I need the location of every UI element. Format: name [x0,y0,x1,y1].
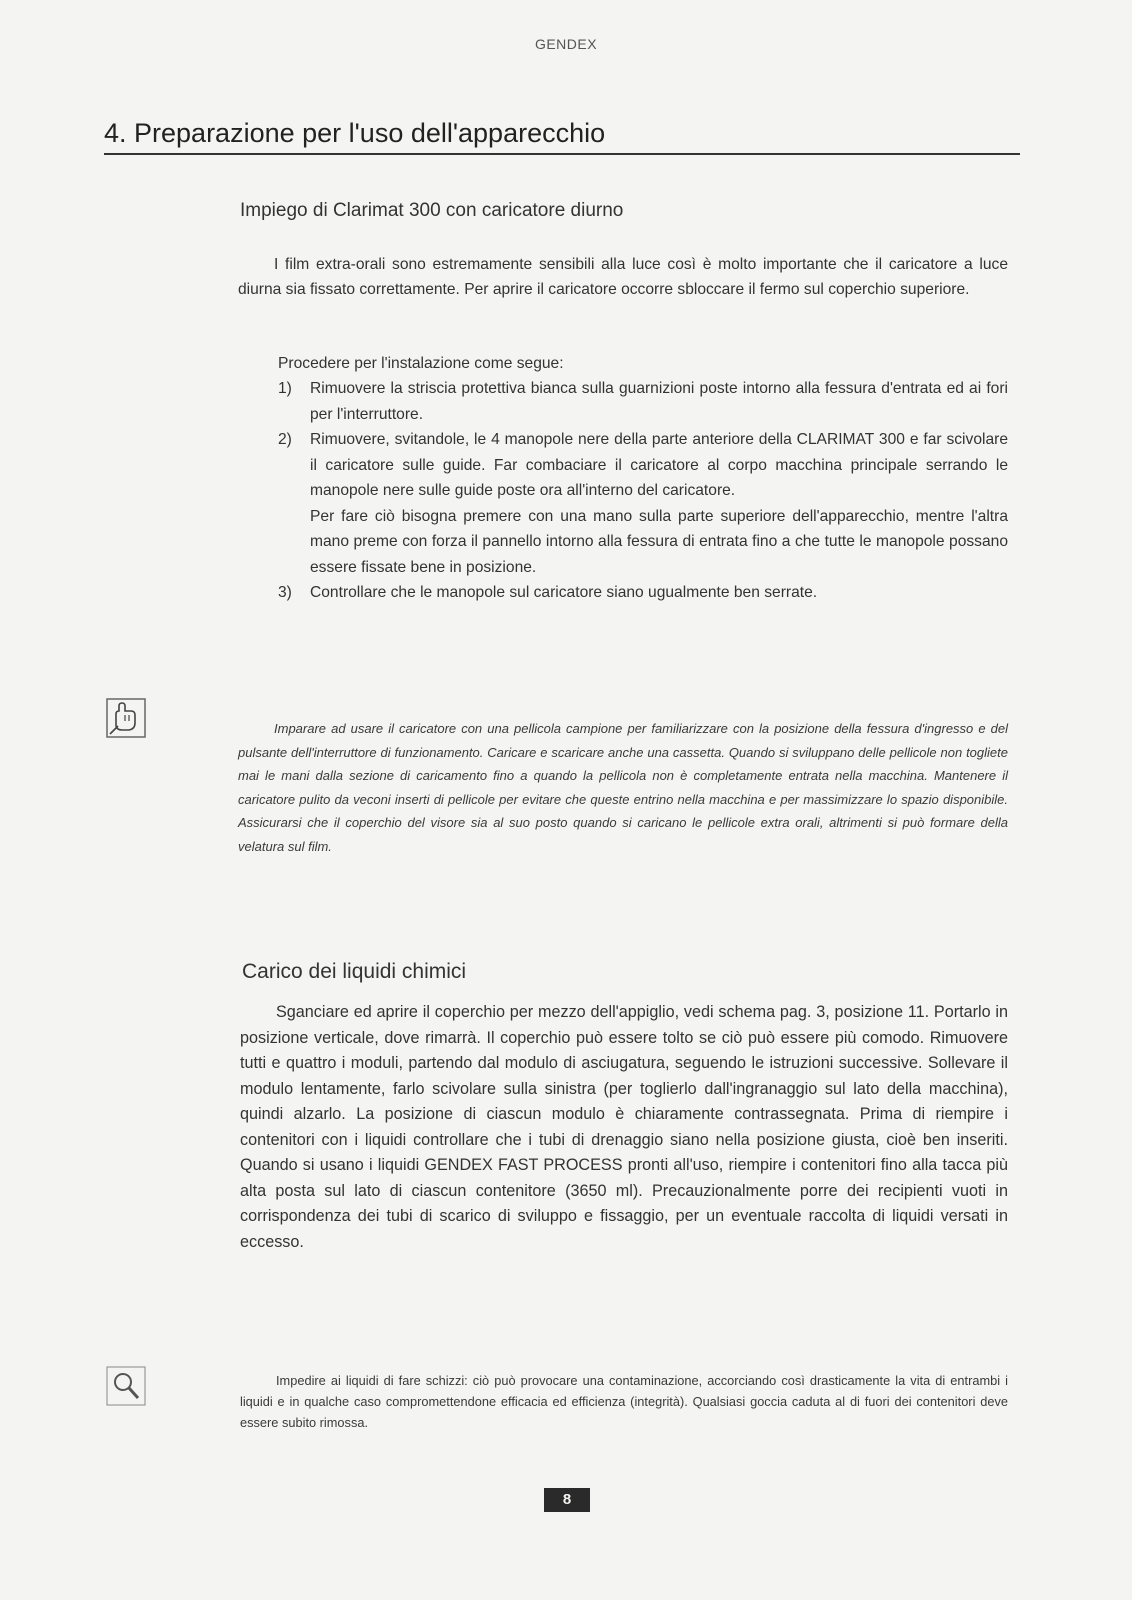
step-paragraph: Rimuovere la striscia protettiva bianca sulla guarnizioni poste intorno alla fessura d'entrata ed ai fori per l'interruttore. [310,380,1008,423]
page-number: 8 [544,1488,590,1512]
step-paragraph: Rimuovere, svitandole, le 4 manopole nere della parte anteriore della CLARIMAT 300 e far scivolare il caricatore sulle guide. Far combaciare il caricatore al corpo macchina principale serrando le manopole nere sulle guide poste ora all'interno del caricatore. [310,431,1008,499]
intro-paragraph: I film extra-orali sono estremamente sensibili alla luce così è molto importante che il caricatore a luce diurna sia fissato correttamente. Per aprire il caricatore occorre sbloccare il fermo sul coperchio superiore. [238,256,1008,298]
section-title-daylight-loader: Impiego di Clarimat 300 con caricatore diurno [240,200,624,221]
step-item [278,427,1008,580]
magnifier-icon [104,1364,148,1408]
step-number: 1) [278,380,292,397]
step-item [278,580,1008,606]
step-paragraph: Controllare che le manopole sul caricatore siano ugualmente ben serrate. [310,584,818,601]
procedure-intro: Procedere per l'instalazione come segue: [278,355,564,372]
installation-steps [278,376,1008,606]
hand-pointing-icon [104,696,148,740]
loader-usage-note: Imparare ad usare il caricatore con una pellicola campione per familiarizzare con la posizione della fessura d'ingresso e del pulsante dell'interruttore di funzionamento. Caricare e scaricare anche una cassetta. Quando si sviluppano delle pellicole non togliete mai le mani dalla sezione di caricamento fino a quando la pellicola non è completamente entrata nella macchina. Mantenere il caricatore pulito da veconi inserti di pellicole per evitare che queste entrino nella macchina e per massimizzare lo spazio disponibile. Assicurarsi che il coperchio del visore sia al suo posto quando si caricano le pellicole extra orali, altrimenti si può formare della velatura sul film. [238,721,1008,854]
section-title-chemical-loading: Carico dei liquidi chimici [242,960,467,983]
step-text [310,427,1008,580]
step-number: 3) [278,584,292,601]
step-text [310,376,1008,427]
step-paragraph-continued: Per fare ciò bisogna premere con una mano sulla parte superiore dell'apparecchio, mentre l'altra mano preme con forza il pannello intorno alla fessura di entrata fino a che tutte le manopole possano essere fissate bene in posizione. [310,507,1008,576]
step-number: 2) [278,431,292,448]
chapter-title: 4. Preparazione per l'uso dell'apparecchio [104,117,1020,155]
header-brand: GENDEX [534,36,598,52]
chemical-loading-paragraph: Sganciare ed aprire il coperchio per mezzo dell'appiglio, vedi schema pag. 3, posizione 11. Portarlo in posizione verticale, dove rimarrà. Il coperchio può essere tolto se ciò può essere più comodo. Rimuovere tutti e quattro i moduli, partendo dal modulo di asciugatura, seguendo le istruzioni successive. Sollevare il modulo lentamente, farlo scivolare sulla sinistra (per toglierlo dall'ingranaggio sul lato della macchina), quindi alzarlo. La posizione di ciascun modulo è chiaramente contrassegnata. Prima di riempire i contenitori con i liquidi controllare che i tubi di drenaggio siano nella posizione giusta, cioè ben inseriti. Quando si usano i liquidi GENDEX FAST PROCESS pronti all'uso, riempire i contenitori fino alla tacca più alta posta sul lato di ciascun contenitore (3650 ml). Precauzionalmente porre dei recipienti vuoti in corrispondenza dei tubi di scarico di sviluppo e fissaggio, per un eventuale raccolta di liquidi versati in eccesso. [240,1003,1008,1251]
spill-warning-note: Impedire ai liquidi di fare schizzi: ciò può provocare una contaminazione, accorciando così drasticamente la vita di entrambi i liquidi e in qualche caso compromettendone efficacia ed efficienza (integrità). Qualsiasi goccia caduta al di fuori dei contenitori deve essere subito rimossa. [240,1373,1008,1430]
step-item [278,376,1008,427]
step-text [310,580,1008,606]
